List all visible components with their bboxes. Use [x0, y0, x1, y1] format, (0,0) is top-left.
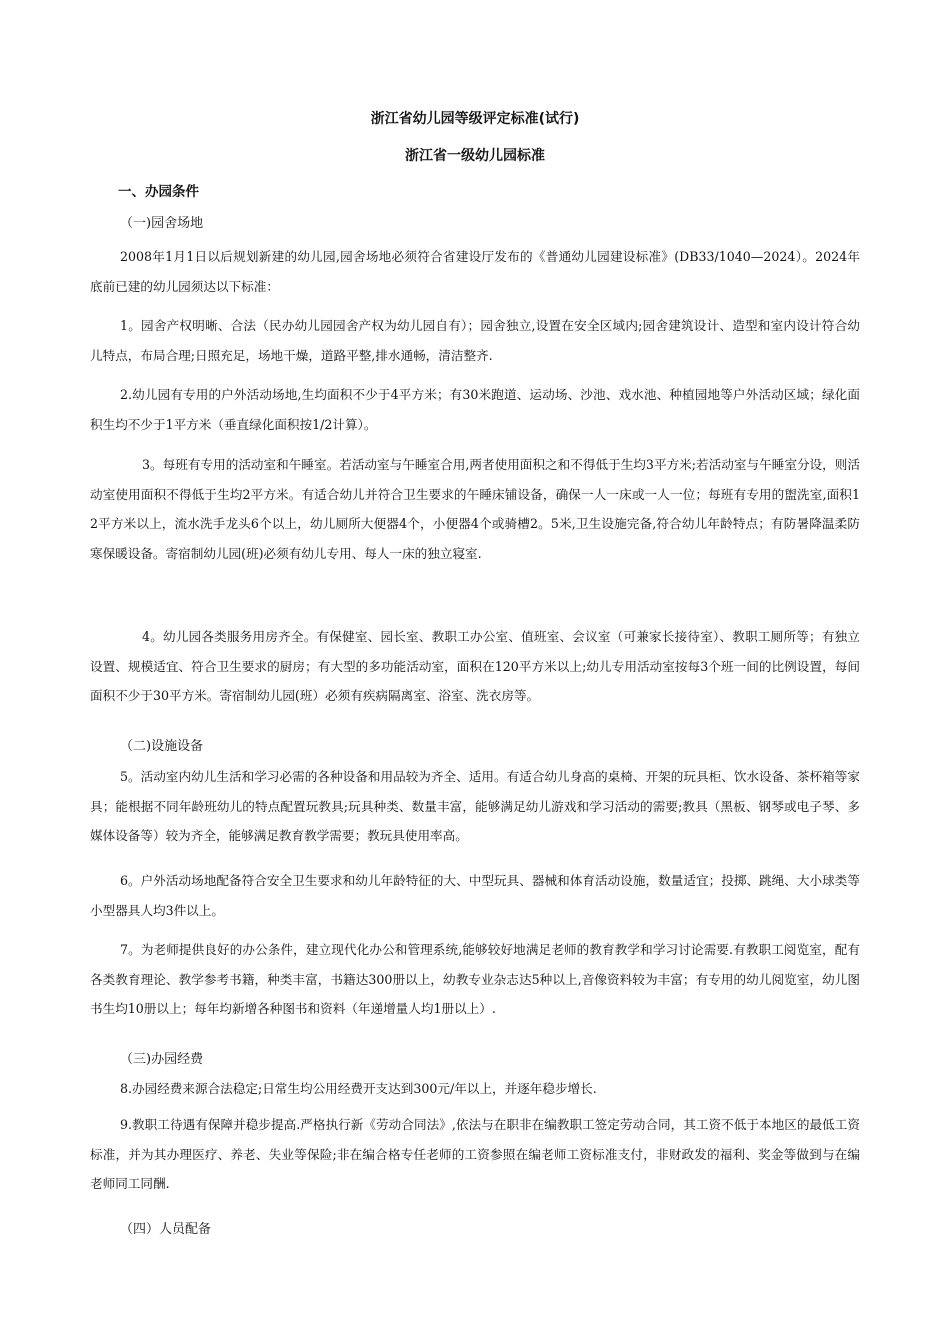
item-5-text: 5。活动室内幼儿生活和学习必需的各种设备和用品较为齐全、适用。有适合幼儿身高的桌椅、开架的玩具柜、饮水设备、茶杯箱等家具；能根据不同年龄班幼儿的特点配置玩教具;玩具种类、数量丰富，能够满足幼儿游戏和学习活动的需要;教具（黑板、钢琴或电子琴、多媒体设备等）较为齐全，能够满足教育教学需要；教玩具使用率高。: [90, 769, 860, 843]
item-9-text: 9.教职工待遇有保障并稳步提高.严格执行新《劳动合同法》,依法与在职非在编教职工签定劳动合同，其工资不低于本地区的最低工资标准，并为其办理医疗、养老、失业等保险;非在编合格专任老师的工资参照在编老师工资标准支付，非财政发的福利、奖金等做到与在编老师同工同酬.: [90, 1117, 860, 1191]
item-1-text: 1。园舍产权明晰、合法（民办幼儿园园舍产权为幼儿园自有）；园舍独立,设置在安全区域内;园舍建筑设计、造型和室内设计符合幼儿特点，布局合理;日照充足，场地干燥，道路平整,排水通畅，清洁整齐.: [90, 318, 860, 363]
item-6-text: 6。户外活动场地配备符合安全卫生要求和幼儿年龄特征的大、中型玩具、器械和体育活动设施，数量适宜；投掷、跳绳、大小球类等小型器具人均3件以上。: [90, 873, 860, 918]
item-4-text: 4。幼儿园各类服务用房齐全。有保健室、园长室、教职工办公室、值班室、会议室（可兼家长接待室）、教职工厕所等；有独立设置、规模适宜、符合卫生要求的厨房；有大型的多功能活动室，面积在120平方米以上;幼儿专用活动室按每3个班一间的比例设置，每间面积不少于30平方米。寄宿制幼儿园(班）必须有疾病隔离室、浴室、洗衣房等。: [90, 629, 860, 703]
paragraph-item-3: [90, 450, 860, 568]
paragraph-item-7: [90, 935, 860, 1024]
subsection-heading-staffing: （四）人员配备: [120, 1222, 212, 1237]
paragraph-item-9: [90, 1110, 860, 1199]
paragraph-item-2: [90, 380, 860, 439]
subsection-heading-premises: （一)园舍场地: [120, 216, 204, 231]
item-2-text: 2.幼儿园有专用的户外活动场地,生均面积不少于4平方米；有30米跑道、运动场、沙池、戏水池、种植园地等户外活动区域；绿化面积生均不少于1平方米（垂直绿化面积按1/2计算）。: [90, 387, 860, 432]
section-heading-school-conditions: 一、办园条件: [118, 184, 199, 200]
paragraph-intro: [90, 242, 860, 301]
subsection-heading-funding: （三)办园经费: [120, 1052, 204, 1067]
paragraph-item-5: [90, 762, 860, 851]
document-subtitle: 浙江省一级幼儿园标准: [405, 148, 545, 164]
item-3-text: 3。每班有专用的活动室和午睡室。若活动室与午睡室合用,两者使用面积之和不得低于生均3平方米;若活动室与午睡室分设，则活动室使用面积不得低于生均2平方米。有适合幼儿并符合卫生要求的午睡床铺设备，确保一人一床或一人一位；每班有专用的盥洗室,面积12平方米以上，流水洗手龙头6个以上，幼儿厕所大便器4个，小便器4个或骑槽2。5米,卫生设施完备,符合幼儿年龄特点；有防暑降温柔防寒保暖设备。寄宿制幼儿园(班)必须有幼儿专用、每人一床的独立寝室.: [90, 457, 860, 561]
paragraph-item-8: [90, 1074, 860, 1104]
paragraph-item-1: [90, 311, 860, 370]
paragraph-item-6: [90, 866, 860, 925]
item-8-text: 8.办园经费来源合法稳定;日常生均公用经费开支达到300元/年以上，并逐年稳步增长.: [120, 1081, 597, 1096]
paragraph-intro-text: 2008年1月1日以后规划新建的幼儿园,园舍场地必须符合省建设厅发布的《普通幼儿园建设标准》(DB33/1040—2024）。2024年底前已建的幼儿园须达以下标准：: [90, 249, 860, 294]
subsection-heading-facilities: （二)设施设备: [120, 739, 204, 754]
item-7-text: 7。为老师提供良好的办公条件，建立现代化办公和管理系统,能够较好地满足老师的教育教学和学习讨论需要.有教职工阅览室，配有各类教育理论、教学参考书籍，种类丰富，书籍达300册以上，幼教专业杂志达5种以上,音像资料较为丰富；有专用的幼儿阅览室，幼儿图书生均10册以上；每年均新增各种图书和资料（年递增量人均1册以上）.: [90, 942, 860, 1016]
document-title: 浙江省幼儿园等级评定标准(试行): [370, 111, 580, 127]
paragraph-item-4: [90, 622, 860, 711]
